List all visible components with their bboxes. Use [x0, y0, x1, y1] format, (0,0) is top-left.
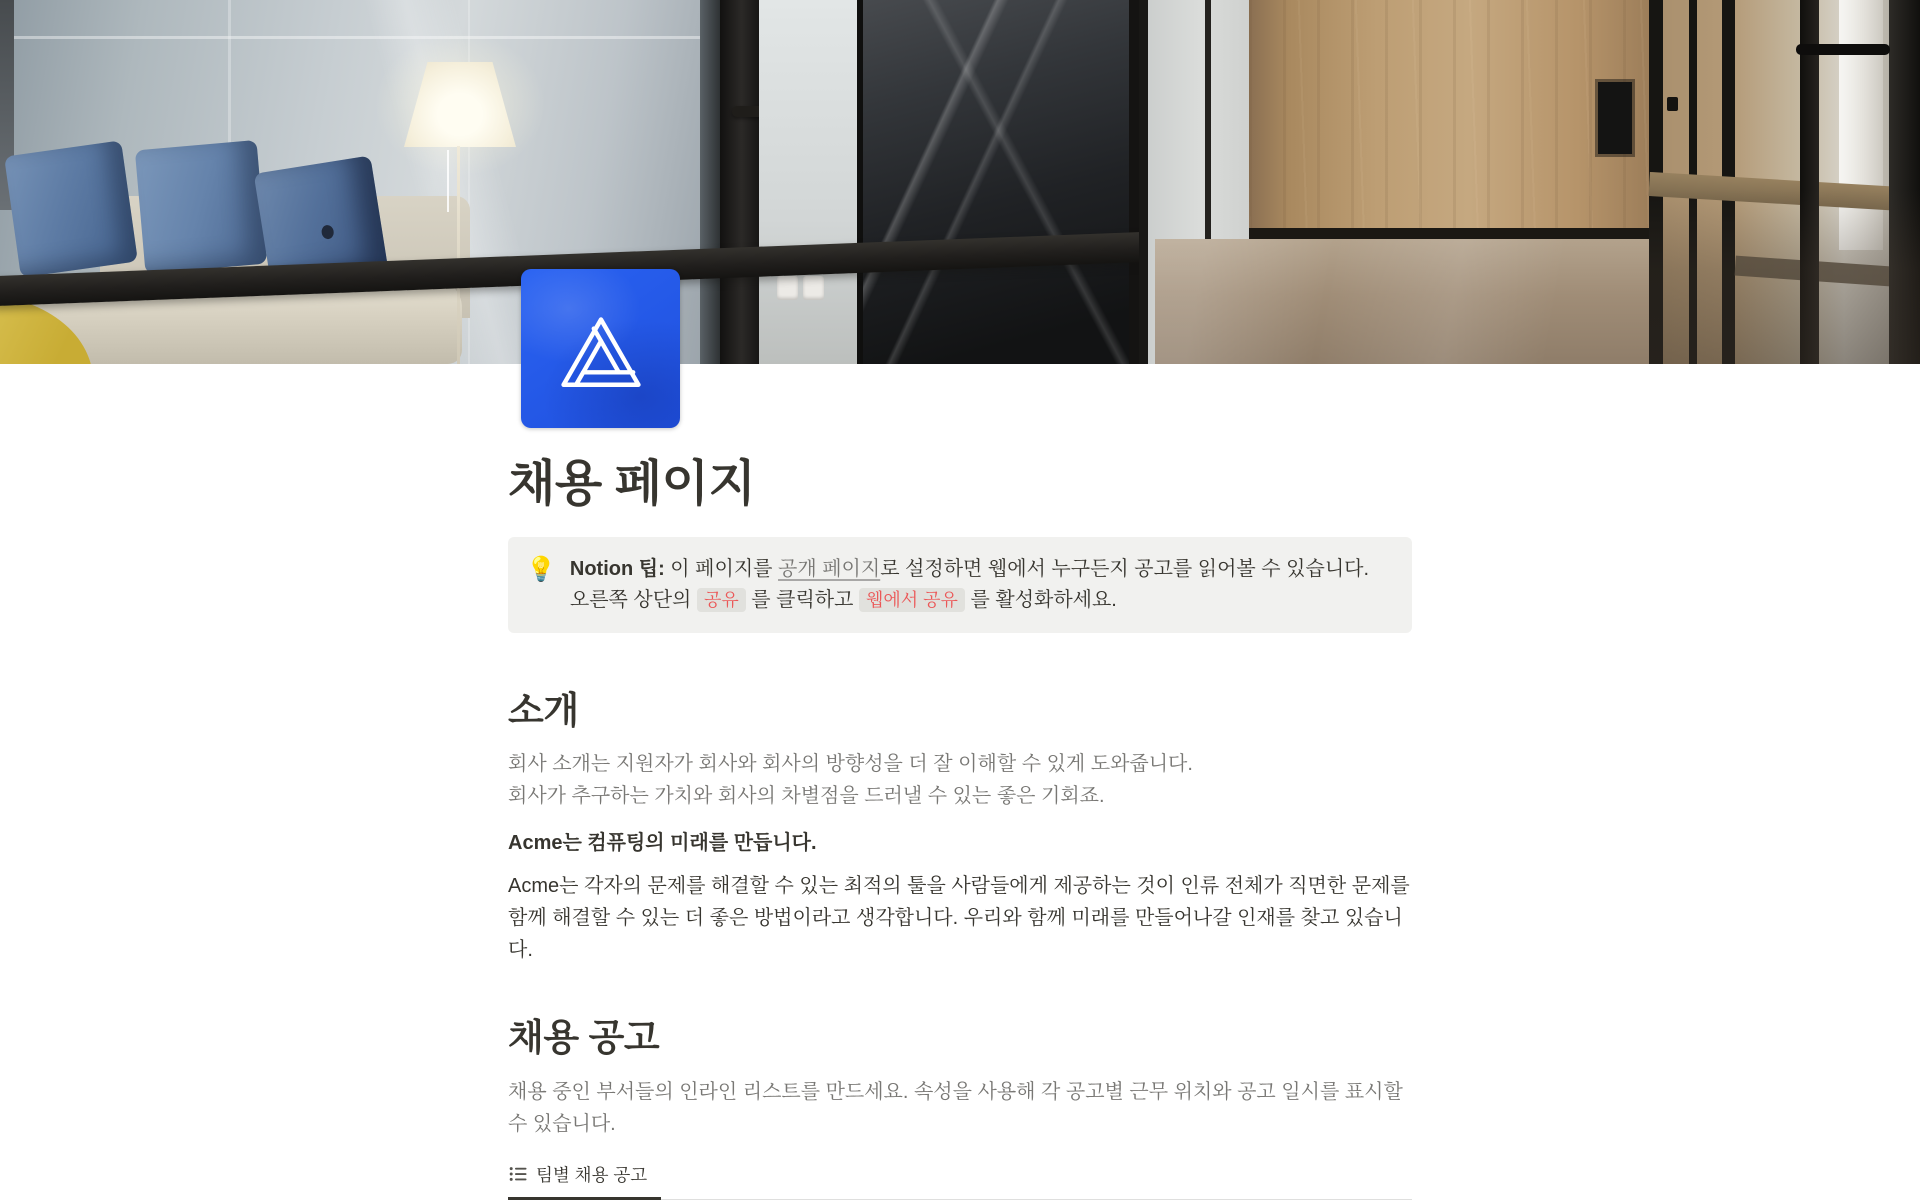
- callout-text: [570, 554, 1392, 616]
- share-to-web-code-chip: 웹에서 공유: [859, 588, 965, 612]
- cover-mullion: [1649, 0, 1663, 364]
- tab-team-job-postings[interactable]: [508, 1162, 661, 1200]
- cover-mullion: [1800, 0, 1819, 364]
- callout-tip-label: Notion 팁:: [569, 557, 665, 580]
- cover-door-handle: [1796, 44, 1890, 55]
- cover-wood-grain: [1249, 0, 1649, 238]
- cover-mullion: [1689, 0, 1697, 364]
- cover-concrete-floor: [1155, 239, 1649, 364]
- cover-blue-pillow: [135, 140, 267, 274]
- intro-body-paragraph: Acme는 각자의 문제를 해결할 수 있는 최적의 툴을 사람들에게 제공하는 것이 인류 전체가 직면한 문제를 함께 해결할 수 있는 더 좋은 방법이라고 생각합니다. 우리와 함께 미래를 만들어나갈 인재를 찾고 있습니다.: [508, 875, 1410, 962]
- cover-glass-partition-frame: [700, 0, 720, 364]
- page-icon-penrose-triangle[interactable]: [521, 269, 680, 428]
- cover-baseboard: [1249, 228, 1649, 239]
- callout-segment: 를 클릭하고: [745, 588, 859, 611]
- penrose-triangle-icon: [553, 307, 649, 403]
- page-content: [508, 364, 1412, 1200]
- callout-segment: 를 활성화하세요.: [964, 588, 1117, 611]
- cover-power-outlet: [803, 276, 824, 300]
- cover-curtain: [1839, 0, 1883, 250]
- bulleted-list-icon: [509, 1165, 527, 1183]
- intro-bold-statement: Acme는 컴퓨팅의 미래를 만듭니다.: [508, 832, 817, 855]
- intro-muted-line: 회사가 추구하는 가치와 회사의 차별점을 드러낼 수 있는 좋은 기회죠.: [508, 785, 1105, 808]
- cover-horizontal-rail: [1735, 256, 1920, 289]
- cover-black-door-frame: [720, 0, 759, 364]
- jobs-heading[interactable]: 채용 공고: [508, 1017, 660, 1059]
- cover-horizontal-rail: [1649, 172, 1920, 212]
- jobs-muted-text: 채용 중인 부서들의 인라인 리스트를 만드세요. 속성을 사용해 각 공고별 근무 위치와 공고 일시를 표시할 수 있습니다.: [508, 1080, 1403, 1135]
- callout-segment: 이 페이지를: [664, 557, 779, 580]
- cover-image[interactable]: [0, 0, 1920, 364]
- cover-power-outlet: [777, 276, 798, 300]
- lightbulb-icon: 💡: [526, 554, 556, 583]
- cover-right-glass-grid: [1649, 0, 1920, 364]
- cover-wall-niche: [1598, 82, 1632, 154]
- cover-dark-glass-door: [857, 0, 1139, 364]
- share-code-chip: 공유: [697, 588, 746, 612]
- intro-muted-line: 회사 소개는 지원자가 회사와 회사의 방향성을 더 잘 이해할 수 있게 도와줍니다.: [508, 753, 1193, 776]
- cover-mullion: [1139, 0, 1148, 364]
- linked-database-tabs: [508, 1162, 1412, 1200]
- public-page-link[interactable]: 공개 페이지: [778, 557, 881, 580]
- callout-segment: 로 설정하면 웹에서 누구든지 공고를 읽어볼 수 있습니다. 오른쪽 상단의: [569, 557, 1370, 611]
- tab-label: 팀별 채용 공고: [536, 1164, 648, 1185]
- notion-tip-callout[interactable]: [508, 537, 1412, 633]
- intro-heading[interactable]: 소개: [508, 689, 579, 731]
- intro-muted-text: [508, 748, 1412, 812]
- cover-mullion: [1722, 0, 1735, 364]
- cover-door-knob: [1667, 97, 1678, 111]
- cover-blue-pillow: [4, 140, 138, 277]
- cover-lamp-pull-cord: [447, 150, 449, 212]
- page-title[interactable]: 채용 페이지: [508, 457, 756, 511]
- cover-white-wall: [759, 0, 857, 364]
- cover-floor-lamp-stem: [457, 146, 460, 364]
- cover-mullion: [1889, 0, 1920, 364]
